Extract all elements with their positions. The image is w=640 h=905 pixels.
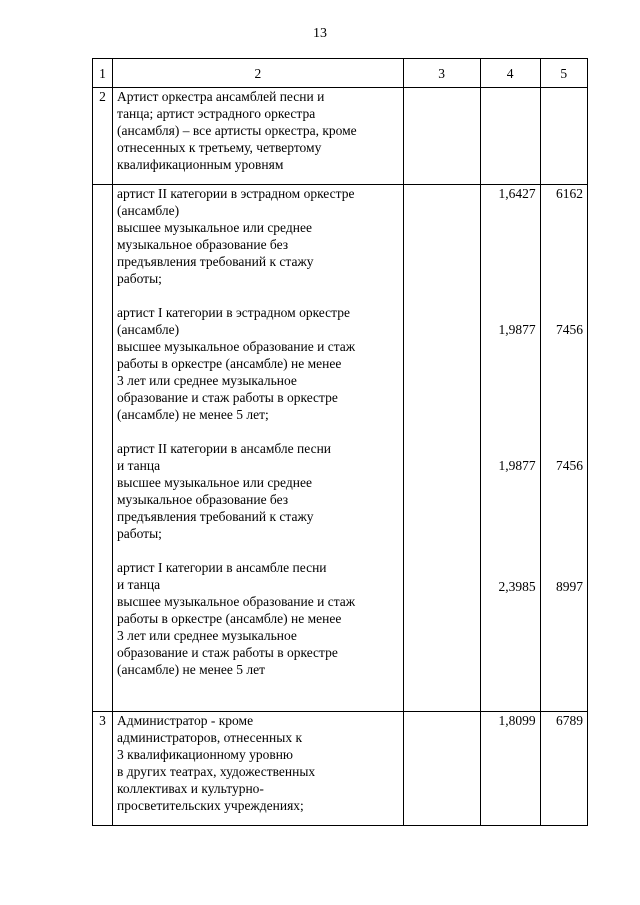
position-title (113, 88, 404, 185)
position-title (113, 712, 404, 826)
salary-value: 6789 (556, 713, 583, 728)
salary-cell (540, 185, 587, 712)
page-number: 13 (313, 26, 327, 41)
text-line: работы; (117, 271, 162, 286)
text-line: предъявления требований к стажу (117, 509, 314, 524)
row-number: 2 (93, 88, 113, 185)
text-line: отнесенных к третьему, четвертому (117, 140, 322, 155)
table-row (93, 712, 588, 826)
text-line: 3 лет или среднее музыкальное (117, 628, 297, 643)
salary-value: 7456 (556, 458, 583, 473)
text-line: (ансамбля) – все артисты оркестра, кроме (117, 123, 357, 138)
coefficient-value: 1,9877 (498, 458, 536, 473)
text-line: коллективах и культурно- (117, 781, 264, 796)
text-line: артист I категории в ансамбле песни (117, 560, 327, 575)
coefficient-value: 2,3985 (498, 579, 536, 594)
position-descriptions (113, 185, 404, 712)
text-line: работы в оркестре (ансамбле) не менее (117, 356, 342, 371)
salary-table (92, 58, 588, 826)
text-line: Администратор - кроме (117, 713, 254, 728)
position-item (117, 440, 399, 542)
text-line: высшее музыкальное или среднее (117, 220, 312, 235)
text-line: 3 лет или среднее музыкальное (117, 373, 297, 388)
position-item (117, 304, 399, 423)
empty-cell (403, 88, 480, 185)
empty-cell (403, 185, 480, 712)
coefficient-value: 1,6427 (498, 186, 536, 201)
text-line: (ансамбле) (117, 203, 180, 218)
position-item (117, 185, 399, 287)
table-header-row (93, 59, 588, 88)
header-col-3: 3 (403, 59, 480, 88)
text-line: работы в оркестре (ансамбле) не менее (117, 611, 342, 626)
text-line: образование и стаж работы в оркестре (117, 645, 338, 660)
table-row (93, 185, 588, 712)
text-line: высшее музыкальное образование и стаж (117, 594, 356, 609)
text-line: предъявления требований к стажу (117, 254, 314, 269)
table-row (93, 88, 588, 185)
text-line: артист I категории в эстрадном оркестре (117, 305, 350, 320)
position-item (117, 559, 399, 678)
empty-cell (403, 712, 480, 826)
empty-cell (93, 185, 113, 712)
salary-value: 8997 (556, 579, 583, 594)
text-line: образование и стаж работы в оркестре (117, 390, 338, 405)
text-line: танца; артист эстрадного оркестра (117, 106, 316, 121)
text-line: музыкальное образование без (117, 492, 289, 507)
coefficient-value: 1,9877 (498, 322, 536, 337)
text-line: работы; (117, 526, 162, 541)
text-line: (ансамбле) не менее 5 лет (117, 662, 265, 677)
header-col-2: 2 (113, 59, 404, 88)
salary-cell (540, 712, 587, 826)
text-line: администраторов, отнесенных к (117, 730, 302, 745)
header-col-5: 5 (540, 59, 587, 88)
text-line: (ансамбле) (117, 322, 180, 337)
text-line: высшее музыкальное или среднее (117, 475, 312, 490)
text-line: артист II категории в эстрадном оркестре (117, 186, 355, 201)
text-line: и танца (117, 577, 161, 592)
header-col-1: 1 (93, 59, 113, 88)
coefficient-cell (480, 712, 540, 826)
text-line: 3 квалификационному уровню (117, 747, 294, 762)
salary-value: 7456 (556, 322, 583, 337)
text-line: (ансамбле) не менее 5 лет; (117, 407, 269, 422)
salary-value: 6162 (556, 186, 583, 201)
empty-cell (480, 88, 540, 185)
coefficient-value: 1,8099 (498, 713, 536, 728)
row-number: 3 (93, 712, 113, 826)
text-line: квалификационным уровням (117, 157, 284, 172)
text-line: Артист оркестра ансамблей песни и (117, 89, 325, 104)
text-line: просветительских учреждениях; (117, 798, 304, 813)
header-col-4: 4 (480, 59, 540, 88)
text-line: в других театрах, художественных (117, 764, 316, 779)
text-line: музыкальное образование без (117, 237, 289, 252)
text-line: высшее музыкальное образование и стаж (117, 339, 356, 354)
text-line: артист II категории в ансамбле песни (117, 441, 332, 456)
text-line: и танца (117, 458, 161, 473)
coefficient-cell (480, 185, 540, 712)
empty-cell (540, 88, 587, 185)
